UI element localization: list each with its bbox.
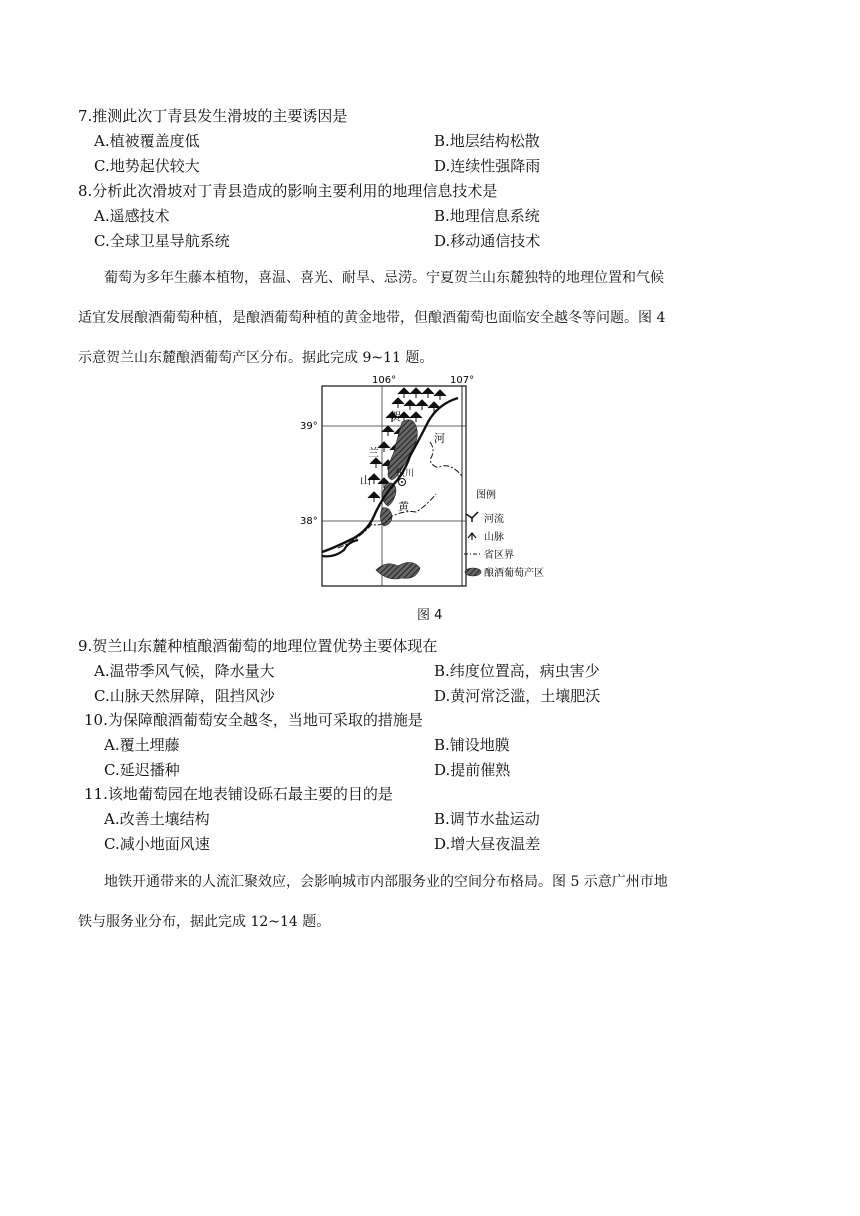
legend-vineyard-label: 酿酒葡萄产区 xyxy=(484,568,544,579)
question-10-option-d: D.提前催熟 xyxy=(434,761,511,779)
question-11-option-a: A.改善土壤结构 xyxy=(104,810,210,828)
legend-vineyard-icon xyxy=(465,568,481,576)
passage-1-line-2: 适宜发展酿酒葡萄种植，是酿酒葡萄种植的黄金地带，但酿酒葡萄也面临安全越冬等问题。图 4 xyxy=(78,310,666,326)
question-9-option-b: B.纬度位置高，病虫害少 xyxy=(434,662,600,680)
question-9-option-a: A.温带季风气候，降水量大 xyxy=(94,662,275,680)
question-7-option-b: B.地层结构松散 xyxy=(434,132,540,150)
question-11-option-c: C.减小地面风速 xyxy=(104,835,210,853)
question-7-option-d: D.连续性强降雨 xyxy=(434,157,541,175)
legend-mountain-icon xyxy=(468,533,476,540)
question-7-option-a: A.植被覆盖度低 xyxy=(94,132,200,150)
passage-1-line-1: 葡萄为多年生藤本植物，喜温、喜光、耐旱、忌涝。宁夏贺兰山东麓独特的地理位置和气候 xyxy=(104,270,664,286)
question-11-option-d: D.增大昼夜温差 xyxy=(434,835,541,853)
city-label-yinchuan: 银川 xyxy=(396,469,415,479)
longitude-107-label: 107° xyxy=(450,375,475,386)
question-10-option-b: B.铺设地膜 xyxy=(434,736,510,754)
question-9-option-d: D.黄河常泛滥，土壤肥沃 xyxy=(434,687,601,705)
question-9-stem: 9.贺兰山东麓种植酿酒葡萄的地理位置优势主要体现在 xyxy=(78,637,438,655)
legend-title: 图例 xyxy=(476,490,496,501)
question-8-option-a: A.遥感技术 xyxy=(94,207,170,225)
river-label-huang: 黄 xyxy=(398,500,409,513)
legend-mountain-label: 山脉 xyxy=(484,532,504,543)
legend-river-icon xyxy=(466,512,478,522)
question-8-option-c: C.全球卫星导航系统 xyxy=(94,232,230,250)
question-10-option-a: A.覆土埋藤 xyxy=(104,736,180,754)
question-9-option-c: C.山脉天然屏障，阻挡风沙 xyxy=(94,687,275,705)
passage-2-line-2: 铁与服务业分布，据此完成 12~14 题。 xyxy=(78,914,331,930)
figure-4-caption: 图 4 xyxy=(417,608,443,623)
mountain-label-shan: 山 xyxy=(360,474,371,487)
passage-1-line-3: 示意贺兰山东麓酿酒葡萄产区分布。据此完成 9~11 题。 xyxy=(78,350,434,366)
legend-border-label: 省区界 xyxy=(484,550,514,561)
longitude-106-label: 106° xyxy=(372,375,397,386)
river-label-he: 河 xyxy=(434,432,445,445)
latitude-39-label: 39° xyxy=(300,421,318,432)
question-7-option-c: C.地势起伏较大 xyxy=(94,157,200,175)
question-8-option-d: D.移动通信技术 xyxy=(434,232,541,250)
latitude-38-label: 38° xyxy=(300,516,318,527)
mountain-label-lan: 兰 xyxy=(368,446,379,459)
helan-mountain-vineyard-map xyxy=(298,372,588,600)
legend-river-label: 河流 xyxy=(484,514,504,525)
question-11-stem: 11.该地葡萄园在地表铺设砾石最主要的目的是 xyxy=(84,785,393,803)
mountain-label-he: 贺 xyxy=(390,410,401,423)
question-10-option-c: C.延迟播种 xyxy=(104,761,180,779)
map-legend xyxy=(464,488,544,579)
question-7-stem: 7.推测此次丁青县发生滑坡的主要诱因是 xyxy=(78,107,348,125)
passage-2-line-1: 地铁开通带来的人流汇聚效应，会影响城市内部服务业的空间分布格局。图 5 示意广州市地 xyxy=(104,874,668,890)
question-8-option-b: B.地理信息系统 xyxy=(434,207,540,225)
question-10-stem: 10.为保障酿酒葡萄安全越冬，当地可采取的措施是 xyxy=(84,711,423,729)
question-11-option-b: B.调节水盐运动 xyxy=(434,810,540,828)
question-8-stem: 8.分析此次滑坡对丁青县造成的影响主要利用的地理信息技术是 xyxy=(78,182,498,200)
